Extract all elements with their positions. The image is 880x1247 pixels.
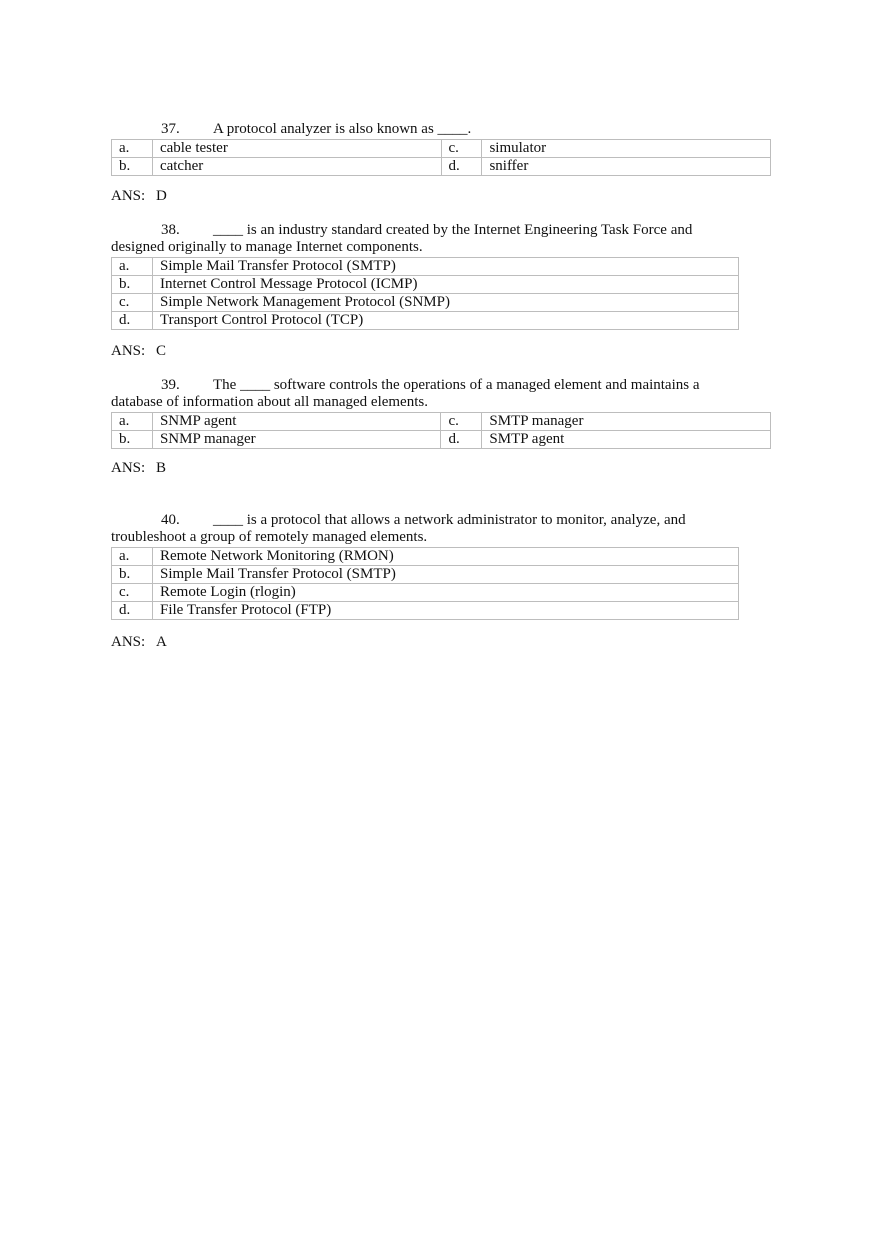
question-text-line-1: ____ is an industry standard created by the Internet Engineering Task Force and bbox=[213, 222, 693, 238]
option-text: SNMP manager bbox=[152, 431, 441, 449]
question-37 bbox=[111, 121, 771, 176]
question-stem bbox=[111, 377, 771, 394]
option-text: cable tester bbox=[152, 140, 441, 158]
answer-label: ANS: bbox=[111, 460, 146, 476]
option-letter: a. bbox=[112, 548, 153, 566]
options-row bbox=[112, 312, 739, 330]
option-text: SNMP agent bbox=[152, 413, 441, 431]
option-letter: a. bbox=[112, 140, 153, 158]
question-number: 38. bbox=[161, 222, 180, 238]
option-text: Transport Control Protocol (TCP) bbox=[153, 312, 739, 330]
question-39 bbox=[111, 377, 771, 449]
options-row bbox=[112, 158, 771, 176]
option-text: SMTP manager bbox=[482, 413, 771, 431]
option-text: Remote Network Monitoring (RMON) bbox=[153, 548, 739, 566]
option-letter: d. bbox=[441, 158, 482, 176]
question-text: A protocol analyzer is also known as ____. bbox=[213, 121, 472, 137]
option-text: sniffer bbox=[482, 158, 771, 176]
answer-label: ANS: bbox=[111, 634, 146, 650]
question-text-line-2: database of information about all managed elements. bbox=[111, 394, 428, 410]
question-stem bbox=[111, 512, 771, 529]
answer-value: A bbox=[156, 634, 167, 650]
option-letter: d. bbox=[441, 431, 482, 449]
options-table bbox=[111, 547, 739, 620]
option-letter: d. bbox=[112, 602, 153, 620]
question-text-line-2: troubleshoot a group of remotely managed elements. bbox=[111, 529, 428, 545]
option-letter: c. bbox=[441, 140, 482, 158]
answer-label: ANS: bbox=[111, 188, 146, 204]
option-text: Simple Network Management Protocol (SNMP) bbox=[153, 294, 739, 312]
options-row bbox=[112, 548, 739, 566]
answer-38 bbox=[111, 343, 166, 360]
answer-40 bbox=[111, 634, 167, 651]
option-text: simulator bbox=[482, 140, 771, 158]
options-row bbox=[112, 140, 771, 158]
options-row bbox=[112, 294, 739, 312]
option-letter: a. bbox=[112, 413, 153, 431]
options-row bbox=[112, 413, 771, 431]
option-letter: d. bbox=[112, 312, 153, 330]
answer-37 bbox=[111, 188, 167, 205]
options-table bbox=[111, 139, 771, 176]
options-row bbox=[112, 276, 739, 294]
options-table bbox=[111, 257, 739, 330]
question-number: 37. bbox=[161, 121, 180, 137]
option-text: Remote Login (rlogin) bbox=[153, 584, 739, 602]
option-letter: b. bbox=[112, 566, 153, 584]
option-text: Internet Control Message Protocol (ICMP) bbox=[153, 276, 739, 294]
options-row bbox=[112, 566, 739, 584]
question-stem bbox=[111, 222, 771, 239]
question-text-line-2: designed originally to manage Internet components. bbox=[111, 239, 423, 255]
options-table bbox=[111, 412, 771, 449]
option-letter: b. bbox=[112, 158, 153, 176]
option-text: Simple Mail Transfer Protocol (SMTP) bbox=[153, 566, 739, 584]
option-letter: c. bbox=[112, 294, 153, 312]
option-text: catcher bbox=[152, 158, 441, 176]
options-row bbox=[112, 584, 739, 602]
answer-label: ANS: bbox=[111, 343, 146, 359]
answer-39 bbox=[111, 460, 166, 477]
option-letter: c. bbox=[441, 413, 482, 431]
option-letter: a. bbox=[112, 258, 153, 276]
answer-value: C bbox=[156, 343, 167, 359]
option-letter: b. bbox=[112, 276, 153, 294]
question-38 bbox=[111, 222, 771, 330]
question-stem bbox=[111, 121, 771, 138]
option-letter: b. bbox=[112, 431, 153, 449]
option-text: SMTP agent bbox=[482, 431, 771, 449]
options-row bbox=[112, 431, 771, 449]
options-row bbox=[112, 602, 739, 620]
question-text-line-1: The ____ software controls the operations of a managed element and maintains a bbox=[213, 377, 700, 393]
question-text-line-1: ____ is a protocol that allows a network administrator to monitor, analyze, and bbox=[213, 512, 686, 528]
answer-value: D bbox=[156, 188, 167, 204]
options-row bbox=[112, 258, 739, 276]
question-number: 40. bbox=[161, 512, 180, 528]
option-text: Simple Mail Transfer Protocol (SMTP) bbox=[153, 258, 739, 276]
question-number: 39. bbox=[161, 377, 180, 393]
option-text: File Transfer Protocol (FTP) bbox=[153, 602, 739, 620]
answer-value: B bbox=[156, 460, 167, 476]
option-letter: c. bbox=[112, 584, 153, 602]
question-40 bbox=[111, 512, 771, 620]
